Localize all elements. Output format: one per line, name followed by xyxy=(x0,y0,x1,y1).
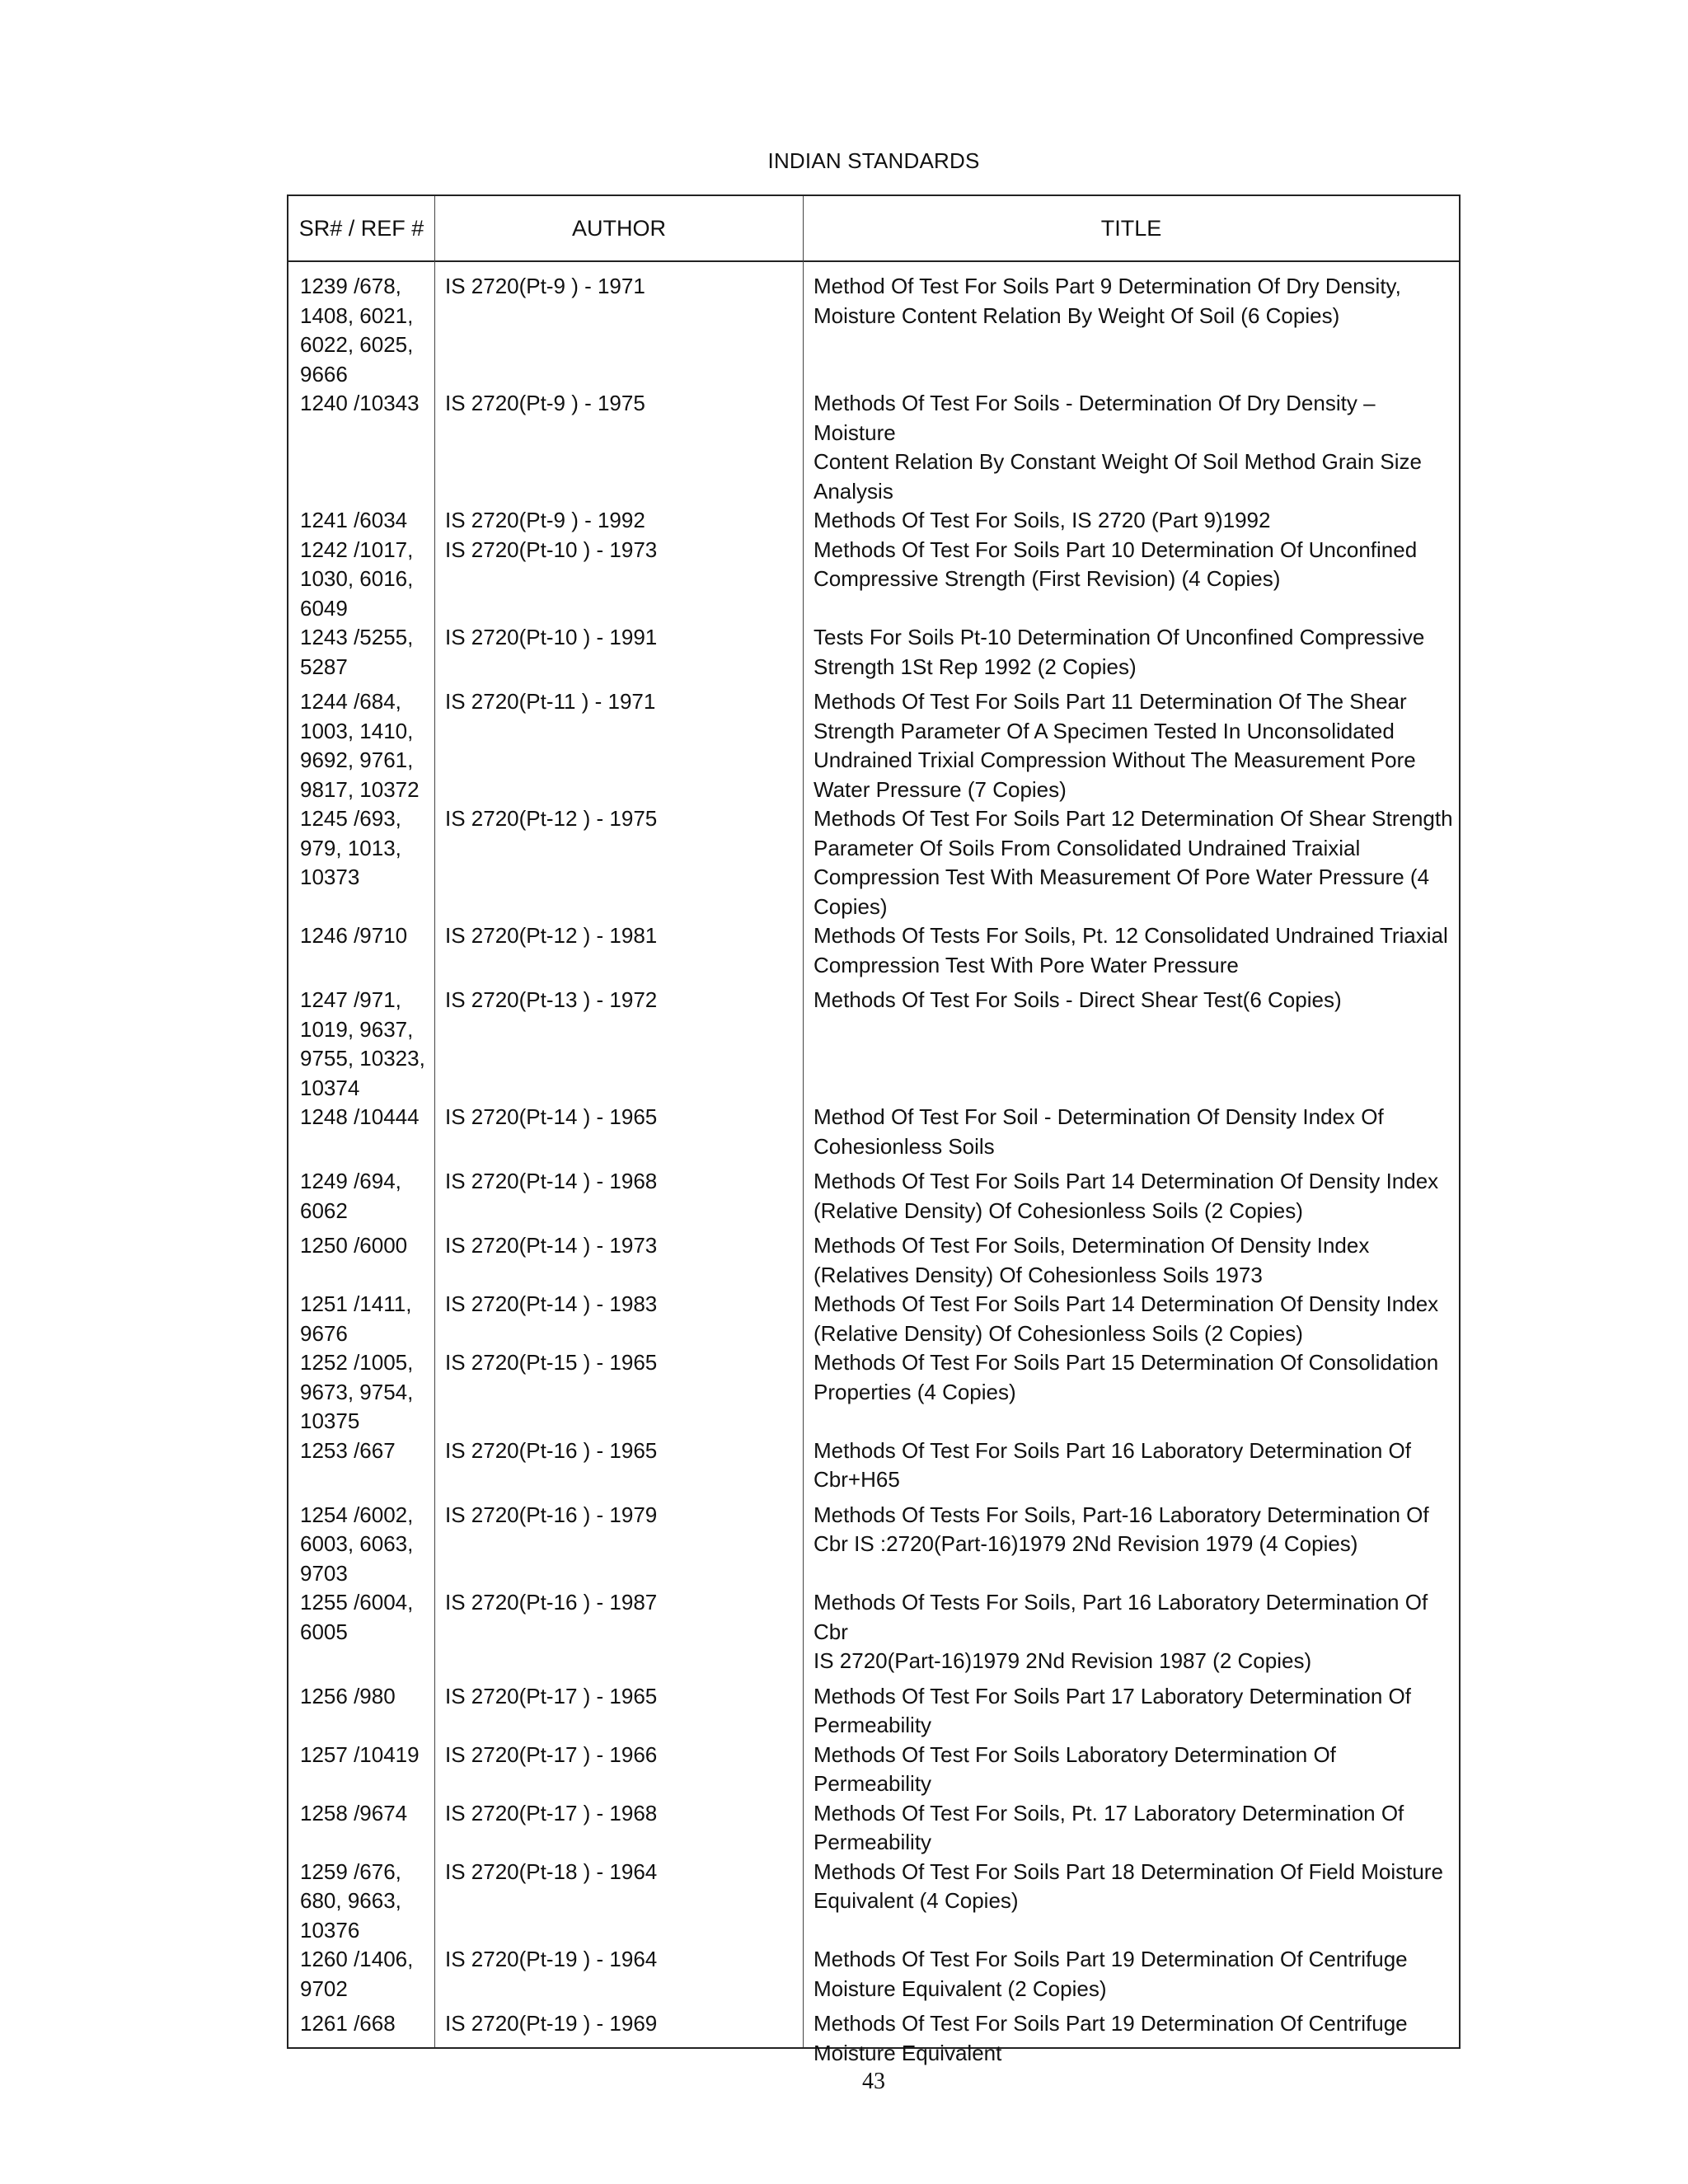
page-number: 43 xyxy=(862,2069,885,2094)
author-cell: IS 2720(Pt-14 ) - 1965 xyxy=(445,1104,658,1129)
ref-cell: 1247 /971, 1019, 9637, 9755, 10323, 10374 xyxy=(300,987,425,1100)
standards-table xyxy=(287,194,1461,2065)
author-cell: IS 2720(Pt-9 ) - 1975 xyxy=(445,391,645,415)
table-row xyxy=(288,1348,1459,1436)
author-cell: IS 2720(Pt-16 ) - 1979 xyxy=(445,1502,658,1527)
author-cell: IS 2720(Pt-14 ) - 1968 xyxy=(445,1169,658,1193)
ref-cell: 1246 /9710 xyxy=(300,923,408,948)
author-cell: IS 2720(Pt-18 ) - 1964 xyxy=(445,1858,658,1884)
author-cell: IS 2720(Pt-12 ) - 1981 xyxy=(445,923,658,948)
ref-cell: 1254 /6002, 6003, 6063, 9703 xyxy=(300,1502,414,1586)
title-cell: Methods Of Test For Soils - Direct Shear Test(6 Copies) xyxy=(814,987,1342,1012)
title-cell: Tests For Soils Pt-10 Determination Of Unconfined Compressive Strength 1St Rep 1992 (2 Copies) xyxy=(814,625,1425,679)
ref-cell: 1261 /668 xyxy=(300,2011,396,2036)
ref-cell: 1241 /6034 xyxy=(300,508,408,532)
table-row xyxy=(288,1799,1459,1858)
table-row xyxy=(288,1231,1459,1290)
title-cell: Methods Of Test For Soils Part 18 Determination Of Field Moisture Equivalent (4 Copies) xyxy=(814,1858,1443,1913)
author-cell: IS 2720(Pt-14 ) - 1973 xyxy=(445,1233,658,1258)
table-row xyxy=(288,804,1459,921)
column-divider xyxy=(434,260,435,2047)
title-cell: Methods Of Test For Soils, Determination Of Density Index (Relatives Density) Of Cohesionless Soils 1973 xyxy=(814,1233,1370,1287)
title-cell: Methods Of Test For Soils Part 10 Determination Of Unconfined Compressive Strength (First Revision) (4 Copies) xyxy=(814,537,1418,591)
ref-cell: 1259 /676, 680, 9663, 10376 xyxy=(300,1858,401,1943)
title-cell: Methods Of Test For Soils Part 12 Determination Of Shear Strength Parameter Of Soils From Consolidated Undrained Traixial Compression Test With Measurement Of Pore Water Pressure (4 Copies) xyxy=(814,806,1453,919)
table-row xyxy=(288,1858,1459,1946)
table-row xyxy=(288,986,1459,1103)
column-divider xyxy=(803,260,804,2047)
author-cell: IS 2720(Pt-13 ) - 1972 xyxy=(445,987,658,1012)
title-cell: Methods Of Test For Soils - Determination Of Dry Density – Moisture Content Relation By Constant Weight Of Soil Method Grain Size Analysis xyxy=(814,391,1423,504)
title-cell: Method Of Test For Soils Part 9 Determination Of Dry Density, Moisture Content Relation By Weight Of Soil (6 Copies) xyxy=(814,274,1401,328)
ref-cell: 1248 /10444 xyxy=(300,1104,420,1129)
table-row xyxy=(288,1741,1459,1799)
title-cell: Methods Of Test For Soils Part 11 Determination Of The Shear Strength Parameter Of A Specimen Tested In Unconsolidated Undrained Trixial Compression Without The Measurement Pore Water Pressure (7 Copies) xyxy=(814,689,1416,802)
author-cell: IS 2720(Pt-15 ) - 1965 xyxy=(445,1350,658,1375)
table-row xyxy=(288,1588,1459,1682)
page-title: INDIAN STANDARDS xyxy=(767,148,980,173)
author-cell: IS 2720(Pt-17 ) - 1966 xyxy=(445,1741,658,1767)
title-cell: Methods Of Test For Soils Part 17 Laboratory Determination Of Permeability xyxy=(814,1683,1411,1737)
title-cell: Methods Of Test For Soils Part 14 Determination Of Density Index (Relative Density) Of Cohesionless Soils (2 Copies) xyxy=(814,1169,1439,1223)
table-row xyxy=(288,389,1459,506)
author-cell: IS 2720(Pt-9 ) - 1992 xyxy=(445,508,645,532)
table-row xyxy=(288,1436,1459,1501)
header-ref: SR# / REF # xyxy=(288,196,435,260)
table-row xyxy=(288,1103,1459,1167)
title-cell: Methods Of Test For Soils Part 16 Laboratory Determination Of Cbr+H65 xyxy=(814,1437,1411,1492)
table-row xyxy=(288,2009,1459,2068)
table-row xyxy=(288,687,1459,804)
ref-cell: 1253 /667 xyxy=(300,1437,396,1463)
table-row xyxy=(288,1682,1459,1741)
title-cell: Methods Of Test For Soils, IS 2720 (Part 9)1992 xyxy=(814,508,1271,532)
title-cell: Methods Of Test For Soils Part 19 Determination Of Centrifuge Moisture Equivalent xyxy=(814,2011,1408,2065)
title-cell: Methods Of Test For Soils Part 14 Determination Of Density Index (Relative Density) Of Cohesionless Soils (2 Copies) xyxy=(814,1291,1439,1346)
table-row xyxy=(288,921,1459,986)
ref-cell: 1240 /10343 xyxy=(300,391,420,415)
table-row xyxy=(288,623,1459,687)
author-cell: IS 2720(Pt-16 ) - 1965 xyxy=(445,1437,658,1463)
title-cell: Method Of Test For Soil - Determination Of Density Index Of Cohesionless Soils xyxy=(814,1104,1384,1159)
table-row xyxy=(288,1290,1459,1348)
author-cell: IS 2720(Pt-10 ) - 1991 xyxy=(445,625,658,649)
author-cell: IS 2720(Pt-11 ) - 1971 xyxy=(445,689,656,714)
author-cell: IS 2720(Pt-10 ) - 1973 xyxy=(445,537,658,562)
table-row xyxy=(288,506,1459,536)
header-author: AUTHOR xyxy=(435,196,804,260)
table-header xyxy=(288,196,1459,262)
table-body xyxy=(288,260,1459,2065)
title-cell: Methods Of Tests For Soils, Part 16 Laboratory Determination Of Cbr IS 2720(Part-16)1979 2Nd Revision 1987 (2 Copies) xyxy=(814,1590,1428,1673)
table-row xyxy=(288,1945,1459,2009)
author-cell: IS 2720(Pt-17 ) - 1968 xyxy=(445,1800,658,1825)
ref-cell: 1252 /1005, 9673, 9754, 10375 xyxy=(300,1350,414,1433)
ref-cell: 1256 /980 xyxy=(300,1683,396,1708)
ref-cell: 1260 /1406, 9702 xyxy=(300,1947,414,2001)
title-cell: Methods Of Test For Soils Part 15 Determination Of Consolidation Properties (4 Copies) xyxy=(814,1350,1439,1404)
table-rows xyxy=(288,260,1459,2068)
title-cell: Methods Of Test For Soils Laboratory Determination Of Permeability xyxy=(814,1741,1336,1796)
ref-cell: 1258 /9674 xyxy=(300,1800,408,1825)
ref-cell: 1242 /1017, 1030, 6016, 6049 xyxy=(300,537,414,621)
header-title: TITLE xyxy=(1100,215,1162,241)
ref-cell: 1239 /678, 1408, 6021, 6022, 6025, 9666 xyxy=(300,274,414,387)
title-cell: Methods Of Test For Soils, Pt. 17 Laboratory Determination Of Permeability xyxy=(814,1800,1404,1854)
table-row xyxy=(288,1501,1459,1589)
title-cell: Methods Of Tests For Soils, Part-16 Laboratory Determination Of Cbr IS :2720(Part-16)1979 2Nd Revision 1979 (4 Copies) xyxy=(814,1502,1429,1556)
author-cell: IS 2720(Pt-12 ) - 1975 xyxy=(445,806,658,831)
ref-cell: 1245 /693, 979, 1013, 10373 xyxy=(300,806,401,889)
ref-cell: 1257 /10419 xyxy=(300,1741,420,1767)
ref-cell: 1251 /1411, 9676 xyxy=(300,1291,412,1346)
title-cell: Methods Of Tests For Soils, Pt. 12 Consolidated Undrained Triaxial Compression Test With Pore Water Pressure xyxy=(814,923,1448,977)
table-row xyxy=(288,1167,1459,1231)
author-cell: IS 2720(Pt-14 ) - 1983 xyxy=(445,1291,658,1316)
author-cell: IS 2720(Pt-17 ) - 1965 xyxy=(445,1683,658,1708)
author-cell: IS 2720(Pt-19 ) - 1969 xyxy=(445,2011,658,2036)
table-row xyxy=(288,272,1459,389)
ref-cell: 1249 /694, 6062 xyxy=(300,1169,401,1223)
author-cell: IS 2720(Pt-16 ) - 1987 xyxy=(445,1590,658,1615)
ref-cell: 1243 /5255, 5287 xyxy=(300,625,414,679)
ref-cell: 1255 /6004, 6005 xyxy=(300,1590,414,1644)
table-row xyxy=(288,536,1459,624)
author-cell: IS 2720(Pt-9 ) - 1971 xyxy=(445,274,645,298)
ref-cell: 1244 /684, 1003, 1410, 9692, 9761, 9817, 10372 xyxy=(300,689,420,802)
author-cell: IS 2720(Pt-19 ) - 1964 xyxy=(445,1947,658,1971)
ref-cell: 1250 /6000 xyxy=(300,1233,408,1258)
title-cell: Methods Of Test For Soils Part 19 Determination Of Centrifuge Moisture Equivalent (2 Copies) xyxy=(814,1947,1408,2001)
